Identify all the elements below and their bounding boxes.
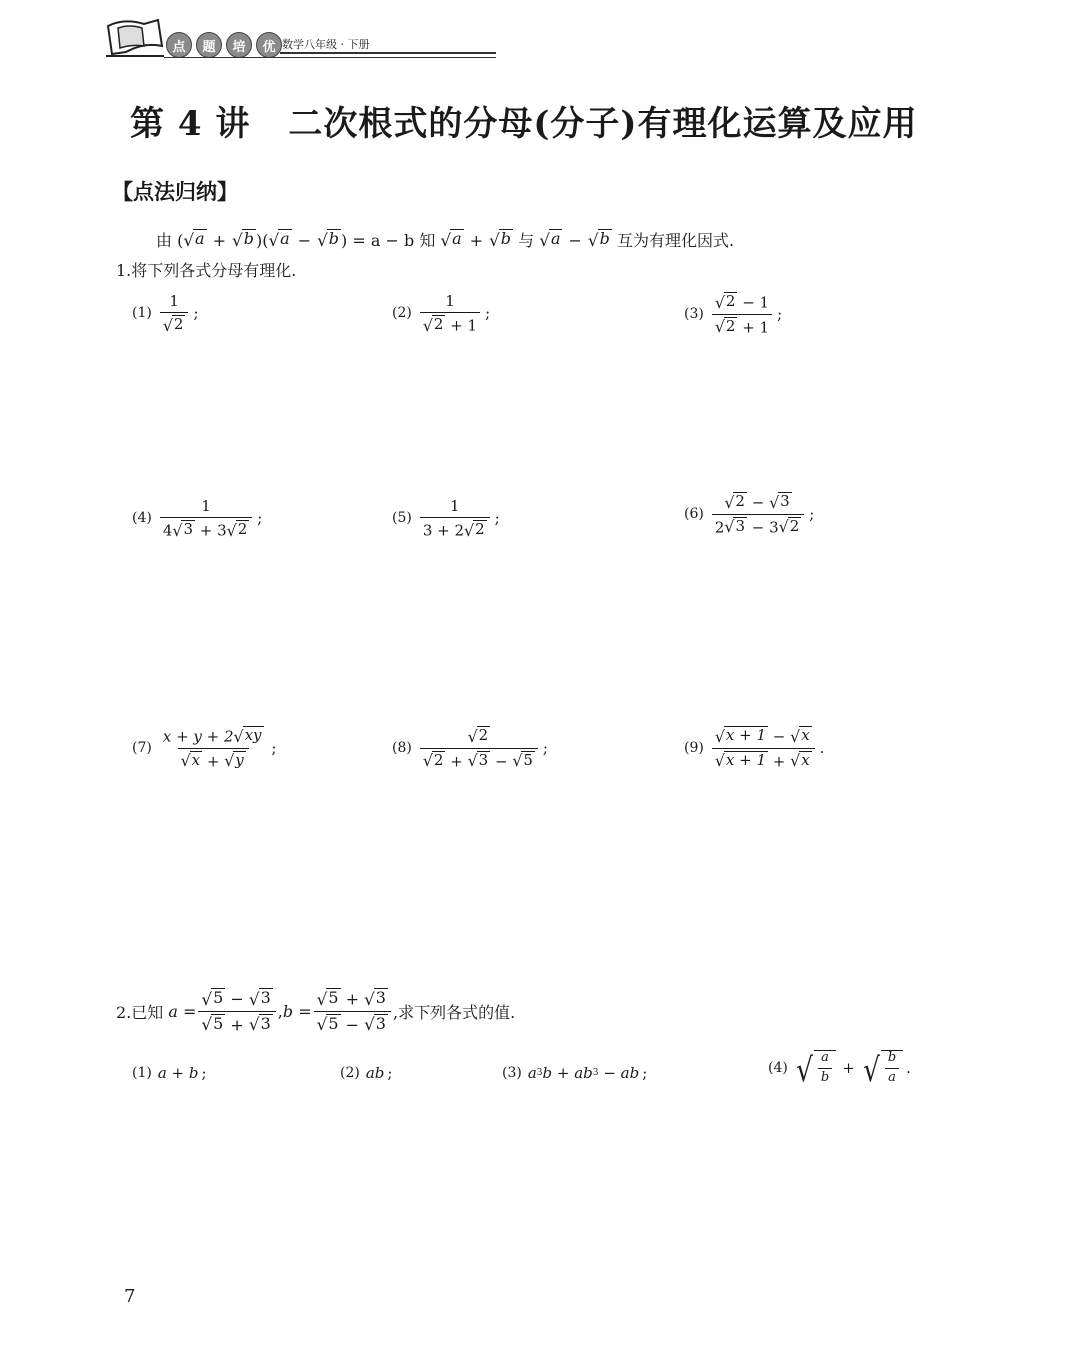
q2-item-1: (1) a + b ; [132, 1064, 207, 1082]
question-1-heading: 1.将下列各式分母有理化. [116, 261, 297, 280]
sqrt-b: √ b [489, 229, 512, 250]
sqrt-b: √ b [587, 229, 610, 250]
q1-item-9: (9) √ x + 1 − √ x √ x + 1 + √ x . [684, 726, 825, 770]
sqrt-b: √ b [317, 229, 340, 250]
intro-eq: ) = a − b 知 [341, 231, 436, 250]
intro-suffix: 互为有理化因式. [616, 231, 735, 250]
question-2-statement: 2.已知 a = √ 5 − √ 3 √ 5 + √ 3 , b = √ 5 + √ 3 √ 5 − √ 3 ,求下列各式的值. [116, 988, 516, 1035]
sqrt-a: √ a [539, 229, 561, 250]
page-number: 7 [124, 1286, 136, 1307]
q1-item-8: (8) √ 2 √ 2 + √ 3 − √ 5 ; [392, 726, 548, 770]
intro-mid: )( [255, 231, 269, 250]
badge: 优 [256, 32, 282, 58]
q2-item-2: (2) ab ; [340, 1064, 393, 1082]
q1-item-5: (5) 1 3 + 2 √ 2 ; [392, 497, 500, 540]
book-logo-icon [104, 18, 166, 58]
series-badges [166, 32, 282, 58]
sqrt-a: √ a [440, 229, 462, 250]
intro-prefix: 由 ( [156, 231, 184, 250]
badge: 题 [196, 32, 222, 58]
q1-item-1: (1) 1 √ 2 ; [132, 292, 199, 335]
intro-and: 与 [518, 231, 535, 250]
q1-item-4: (4) 1 4 √ 3 + 3 √ 2 ; [132, 497, 263, 540]
q2-item-3: (3) a 3 b + ab 3 − ab ; [502, 1064, 648, 1082]
header-rule [280, 52, 496, 54]
badge: 点 [166, 32, 192, 58]
lesson-topic: 二次根式的分母(分子)有理化运算及应用 [288, 104, 918, 144]
lesson-number: 第 4 讲 [130, 104, 251, 144]
page-title [130, 96, 918, 145]
series-label: 数学八年级 · 下册 [282, 38, 370, 51]
q1-item-6: (6) √ 2 − √ 3 2 √ 3 − 3 √ 2 ; [684, 492, 815, 536]
section-heading: 【点法归纳】 [112, 180, 238, 204]
header-rule [164, 57, 496, 58]
header-banner [104, 14, 404, 62]
badge: 培 [226, 32, 252, 58]
q1-item-7: (7) x + y + 2 √ xy √ x + √ y ; [132, 726, 277, 770]
sqrt-b: √ b [232, 229, 254, 250]
q2-item-4: (4) √ $\frac{a}{b}$ + √ $\frac{b}{a}$ . [768, 1049, 911, 1089]
intro-line: 由 ( √ a + √ b )( √ a − √ b ) = a − b 知 √ a + √ b 与 √ a − √ b 互为有理化因式. [156, 229, 735, 250]
q1-item-3: (3) √ 2 − 1 √ 2 + 1 ; [684, 292, 783, 336]
sqrt-a: √ a [268, 229, 290, 250]
sqrt-a: √ a [183, 229, 205, 250]
q1-item-2: (2) 1 √ 2 + 1 ; [392, 292, 491, 335]
